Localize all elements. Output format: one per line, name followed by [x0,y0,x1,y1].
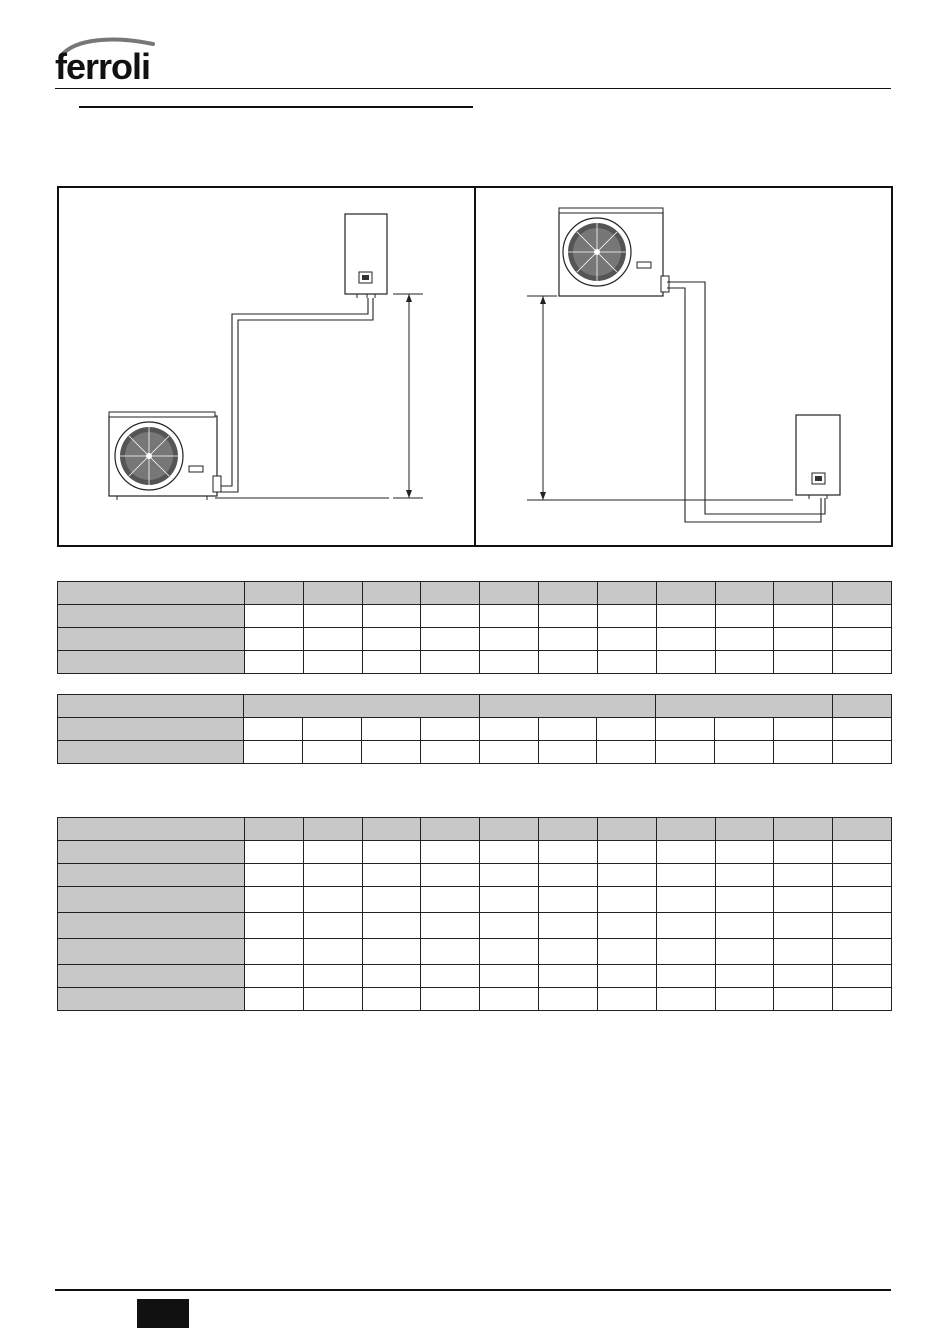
header-cell [597,582,656,605]
table-row [58,718,892,741]
header-cell [480,818,539,841]
outdoor-unit-icon [109,412,221,500]
header-label-cell [58,695,244,718]
section-heading-rule [79,106,473,108]
header-cell [245,582,304,605]
row-label-cell [58,741,244,764]
header-cell [245,818,304,841]
table-header-row [58,582,892,605]
table-row [58,605,892,628]
header-cell [774,818,833,841]
table-row [58,841,892,864]
row-label-cell [58,841,245,864]
header-cell [715,818,774,841]
table-row [58,864,892,887]
row-label-cell [58,913,245,939]
header-rule [55,88,891,89]
table-row [58,741,892,764]
header-cell [480,582,539,605]
header-cell [539,582,598,605]
header-cell [539,818,598,841]
header-cell [303,582,362,605]
table-row [58,887,892,913]
header-cell [421,582,480,605]
row-label-cell [58,887,245,913]
header-group-cell [244,695,480,718]
outdoor-unit-icon [559,208,669,296]
header-cell [656,582,715,605]
header-group-cell [656,695,833,718]
spec-table-3 [57,817,892,1011]
header-cell [303,818,362,841]
header-cell [715,582,774,605]
indoor-unit-icon [796,415,840,499]
installation-figure [57,186,893,547]
table-header-row [58,818,892,841]
header-cell [597,818,656,841]
row-label-cell [58,939,245,965]
table-row [58,965,892,988]
row-label-cell [58,965,245,988]
header-cell [362,818,421,841]
page-number-badge [137,1299,189,1328]
header-cell [656,818,715,841]
row-label-cell [58,605,245,628]
indoor-unit-icon [345,214,387,298]
footer-rule [55,1289,891,1291]
ferroli-logo [55,34,165,92]
spec-table-2 [57,694,892,764]
header-label-cell [58,818,245,841]
row-label-cell [58,864,245,887]
table-row [58,628,892,651]
header-cell [362,582,421,605]
row-label-cell [58,651,245,674]
header-group-cell [479,695,656,718]
row-label-cell [58,718,244,741]
table-header-row [58,695,892,718]
header-cell [774,582,833,605]
logo-wordmark: ferroli [55,46,151,87]
table-row [58,913,892,939]
row-label-cell [58,628,245,651]
spec-table-1 [57,581,892,674]
header-cell [833,818,892,841]
header-label-cell [58,582,245,605]
header-cell [421,818,480,841]
table-row [58,651,892,674]
row-label-cell [58,988,245,1011]
header-cell [833,582,892,605]
header-group-cell [833,695,892,718]
table-row [58,939,892,965]
table-row [58,988,892,1011]
